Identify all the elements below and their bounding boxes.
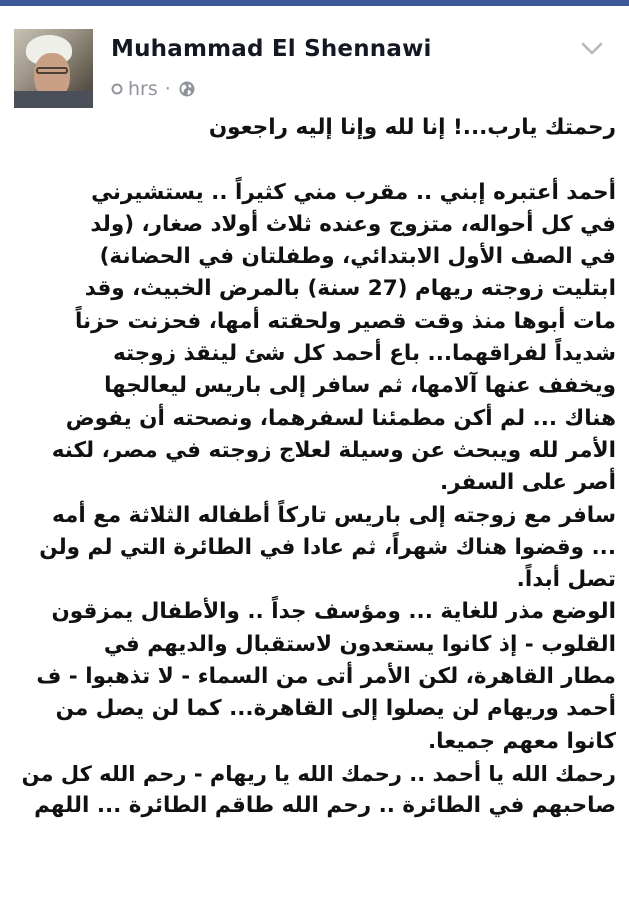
author-name[interactable]: Muhammad El Shennawi [111, 36, 432, 62]
post-text-line: أحمد أعتبره إبني .. مقرب مني كثيراً .. يستشيرني [91, 179, 616, 205]
avatar[interactable] [14, 29, 93, 108]
post-text-line: هناك ... لم أكن مطمئنا لسفرهما، ونصحته أن يفوض [65, 405, 616, 431]
post-header [0, 6, 629, 110]
post-time[interactable]: hrs [128, 78, 158, 100]
post-text-line: مات أبوها منذ وقت قصير ولحقته أمها، فحزنت حزناً [74, 308, 616, 334]
post-text-line: أصر على السفر. [439, 470, 616, 496]
post-text-line: صاحبهم في الطائرة .. رحم الله طاقم الطائرة ... اللهم [34, 793, 616, 819]
avatar-shirt [14, 91, 93, 108]
post-text-line: مطار القاهرة، لكن الأمر أتى من السماء - لا تذهبوا - ف [36, 664, 616, 690]
post-text-line: في الصف الأول الابتدائي، وطفلتان في الحضانة) [99, 244, 616, 270]
post-text-line: في كل أحواله، متزوج وعنده ثلاث أولاد صغار، (ولد [90, 211, 616, 237]
globe-icon[interactable] [178, 80, 196, 98]
post-text-line: رحمك الله يا أحمد .. رحمك الله يا ريهام - رحم الله كل من [21, 761, 616, 786]
paragraph-spacer [12, 144, 616, 176]
avatar-glasses [36, 67, 68, 74]
post-opening-line: رحمتك يارب...! إنا لله وإنا إليه راجعون [208, 115, 616, 140]
post-text-line: القلوب - إذ كانوا يستعدون لاستقبال والديهم في [103, 631, 616, 657]
post-text-line: الوضع مذر للغاية ... ومؤسف جداً .. والأطفال يمزقون [51, 599, 616, 625]
post-text-line: أحمد وريهام لن يصلوا إلى القاهرة... كما لن يصل من [55, 696, 616, 722]
post-text-line: شديداً لفراقهما... باع أحمد كل شئ لينقذ زوجته [112, 341, 616, 367]
post-text-line: الأمر لله ويبحث عن وسيلة لعلاج زوجته في مصر، لكنه [51, 437, 616, 463]
post-meta [110, 76, 196, 102]
post-text-line: كانوا معهم جميعا. [427, 728, 616, 754]
chevron-down-icon[interactable] [581, 42, 603, 56]
post-text-line: ابتليت زوجته ريهام (27 سنة) بالمرض الخبيث، وقد [84, 276, 616, 302]
post-text-line: ... وقضوا هناك شهراً، ثم عادا في الطائرة التي لم ولن [39, 534, 616, 560]
post-body [12, 112, 616, 912]
post-text-line: تصل أبداً. [516, 567, 616, 593]
post-text-line: ويخفف عنها آلامها، ثم سافر إلى باريس ليعالجها [104, 373, 616, 399]
meta-separator: · [164, 78, 171, 100]
time-prefix-icon [110, 82, 124, 96]
post-text-line: سافر مع زوجته إلى باريس تاركاً أطفاله الثلاثة مع أمه [51, 502, 616, 528]
